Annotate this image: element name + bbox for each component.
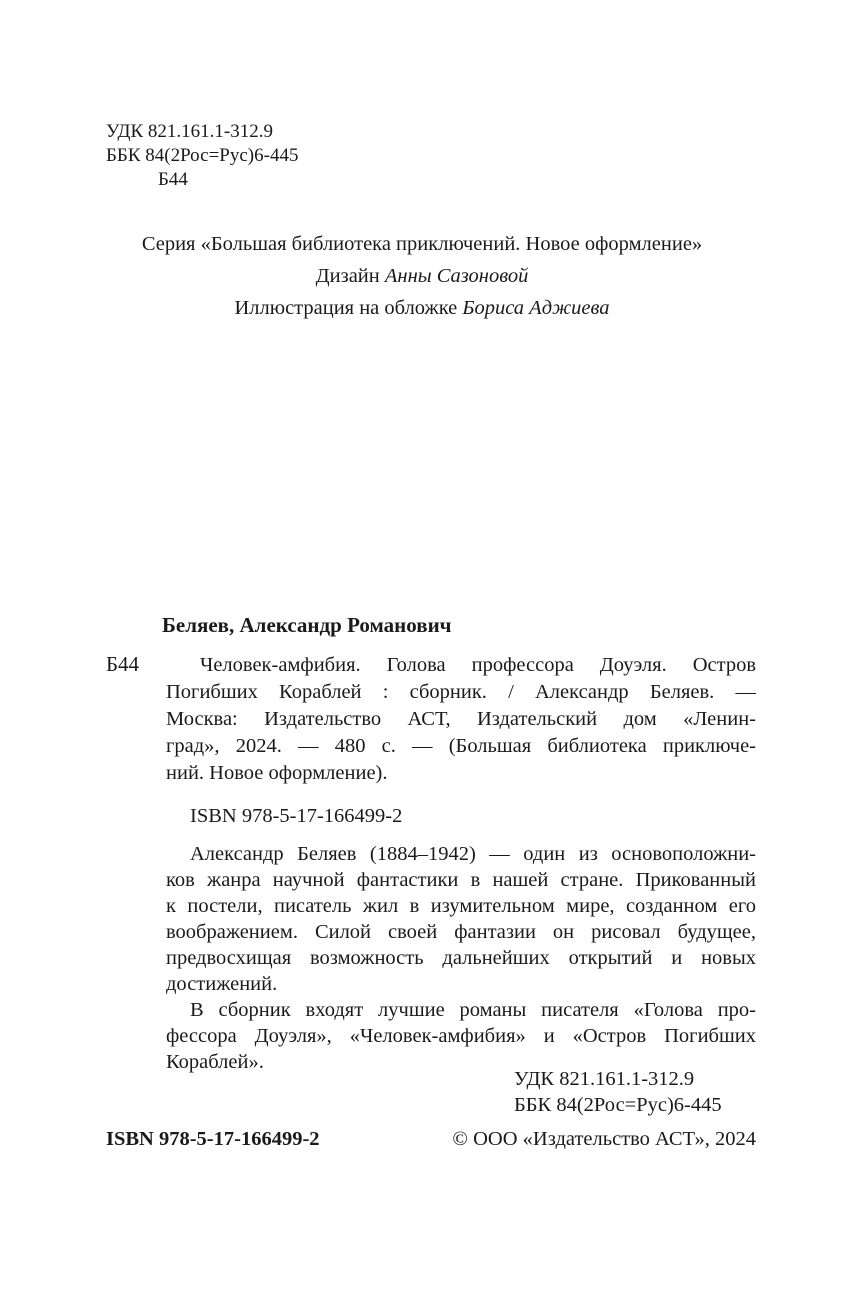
- design-credit: [0, 260, 844, 292]
- design-prefix: Дизайн: [315, 265, 385, 287]
- illustration-prefix: Иллюстрация на обложке: [234, 297, 463, 319]
- bbk-code-top: ББК 84(2Рос=Рус)6-445: [106, 145, 299, 166]
- copyright: © ООО «Издательство АСТ», 2024: [452, 1128, 756, 1150]
- bbk-code-bottom: ББК 84(2Рос=Рус)6-445: [514, 1094, 722, 1116]
- bib-line: ний. Новое оформление).: [166, 762, 388, 784]
- isbn-line: ISBN 978-5-17-166499-2: [190, 805, 403, 827]
- udk-code-top: УДК 821.161.1-312.9: [106, 121, 273, 142]
- author-mark-top: Б44: [158, 169, 188, 190]
- udk-code-bottom: УДК 821.161.1-312.9: [514, 1068, 695, 1090]
- annotation-line: к постели, писатель жил в изумительном мире, созданном его: [166, 895, 756, 917]
- footer-isbn: ISBN 978-5-17-166499-2: [106, 1128, 320, 1150]
- illustration-credit: [0, 292, 844, 324]
- bibliographic-description: [166, 652, 756, 787]
- bib-line: Погибших Кораблей : сборник. / Александр Беляев. —: [166, 681, 756, 703]
- series-credits: [0, 228, 844, 324]
- illustration-name: Бориса Аджиева: [462, 297, 610, 319]
- annotation-line: воображением. Силой своей фантазии он рисовал будущее,: [166, 921, 756, 943]
- bib-line: Москва: Издательство АСТ, Издательский дом «Ленин-: [166, 708, 756, 730]
- bib-line: Человек-амфибия. Голова профессора Доуэля. Остров: [200, 654, 756, 676]
- author-mark-bib: Б44: [106, 652, 140, 676]
- annotation-line: Кораблей».: [166, 1051, 264, 1073]
- design-name: Анны Сазоновой: [384, 265, 529, 287]
- bib-line: град», 2024. — 480 с. — (Большая библиотека приключе-: [166, 735, 756, 757]
- annotation-line: достижений.: [166, 973, 278, 995]
- author-heading: Беляев, Александр Романович: [162, 613, 452, 637]
- annotation-line: предвосхищая возможность дальнейших открытий и новых: [166, 947, 756, 969]
- annotation-line: Александр Беляев (1884–1942) — один из основоположни-: [190, 843, 756, 865]
- annotation-line: фессора Доуэля», «Человек-амфибия» и «Остров Погибших: [166, 1025, 756, 1047]
- annotation: [166, 841, 756, 1075]
- annotation-line: В сборник входят лучшие романы писателя «Голова про-: [190, 999, 756, 1021]
- series-line: Серия «Большая библиотека приключений. Новое оформление»: [141, 233, 703, 255]
- annotation-line: ков жанра научной фантастики в нашей стране. Прикованный: [166, 869, 756, 891]
